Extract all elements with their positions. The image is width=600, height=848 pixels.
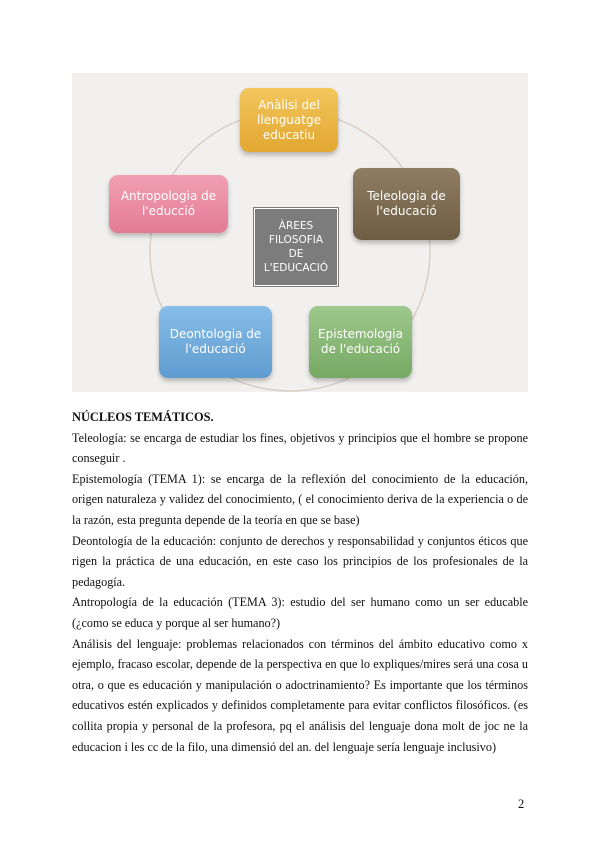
document-body (72, 407, 528, 757)
section-heading: NÚCLEOS TEMÁTICOS. (72, 410, 214, 424)
diagram-center-title (254, 208, 338, 286)
node-language-analysis: Anàlisi del llenguatge educatiu (240, 88, 338, 152)
center-line-1: ÀREES (278, 220, 314, 232)
node-teleology: Teleologia de l'educació (353, 168, 460, 240)
paragraph-language-analysis: Análisis del lenguaje: problemas relacionados con términos del ámbito educativo como x ejemplo, fracaso escolar, depende de la perspectiva en que lo expliques/mires será una cosa u otra, o que es educación y manipulación o adoctrinamiento? Es importante que los términos educativos estén explicados y definidos completamente para evitar conflictos filosóficos. (es collita propia y personal de la profesora, pq el análisis del lenguaje dona molt de joc ne la educacion i les cc de la filo, una dimensió del an. del lenguaje sería lenguaje inclusivo) (72, 636, 528, 754)
center-line-2: FILOSOFIA (268, 234, 324, 246)
node-deontology: Deontologia de l'educació (159, 306, 272, 378)
paragraph-anthropology: Antropología de la educación (TEMA 3): estudio del ser humano como un ser educable (¿como se educa y porque al ser humano?) (72, 595, 528, 630)
paragraph-deontology: Deontología de la educación: conjunto de derechos y responsabilidad y conjuntos éticos que rigen la práctica de una educación, en este caso los principios de los profesionales de la pedagogía. (72, 533, 528, 589)
node-epistemology: Epistemologia de l'educació (309, 306, 412, 378)
page-number: 2 (518, 797, 525, 811)
node-anthropology: Antropologia de l'educció (109, 175, 228, 233)
center-line-3: DE (288, 248, 304, 260)
center-line-4: L'EDUCACIÓ (263, 262, 329, 274)
paragraph-epistemology: Epistemología (TEMA 1): se encarga de la reflexión del conocimiento de la educación, origen naturaleza y validez del conocimiento, ( el conocimiento deriva de la experiencia o de la razón, esta pregunta depende de la teoría en que se base) (72, 471, 528, 527)
paragraph-teleology: Teleología: se encarga de estudiar los fines, objetivos y principios que el hombre se propone conseguir . (72, 430, 528, 466)
areas-diagram (72, 73, 528, 392)
